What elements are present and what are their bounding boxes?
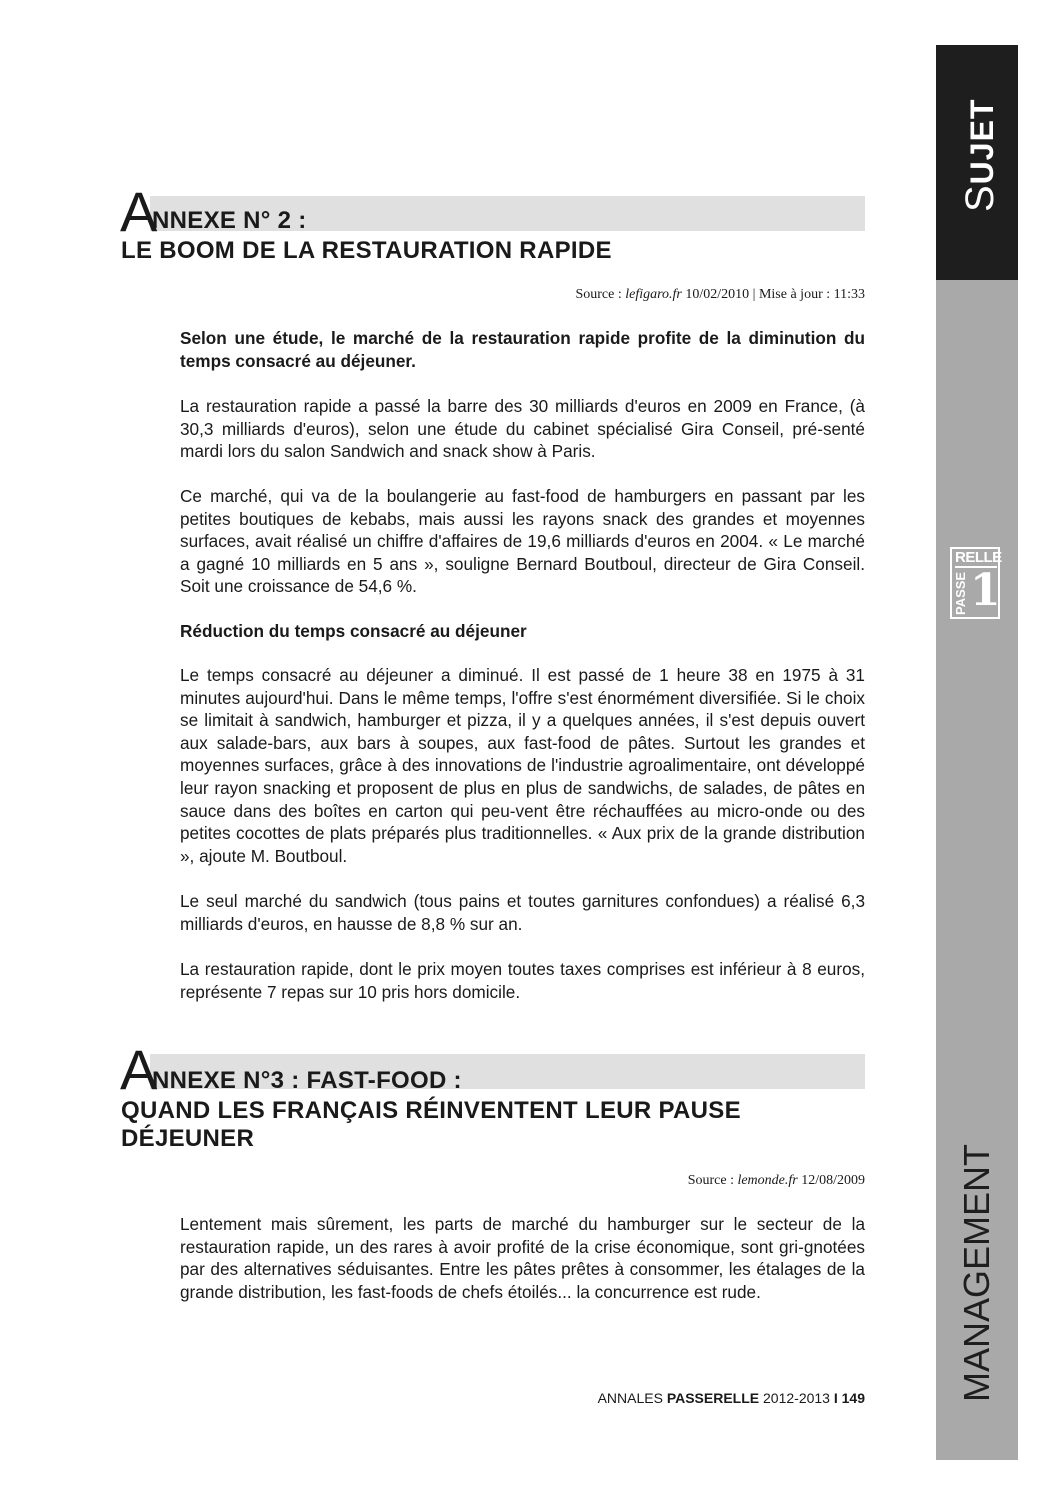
sujet-label: SUJET bbox=[958, 98, 1002, 212]
annex-3-source: Source : lemonde.fr 12/08/2009 bbox=[687, 1173, 865, 1188]
annex-3-subtitle-line: DÉJEUNER bbox=[121, 1125, 255, 1152]
annex-2-paragraph: Ce marché, qui va de la boulangerie au fast-food de hamburgers en passant par les petites boutiques de kebabs, mais aussi les rayons snack des grandes et moyennes surfaces, avait réalisé un chiffre d'affaires de 19,6 milliards d'euros en 2004. « Le marché a gagné 10 milliards en 5 ans », souligne Bernard Boutboul, directeur de Gira Conseil. Soit une croissance de 54,6 %. bbox=[180, 486, 865, 597]
annex-2-subtitle: LE BOOM DE LA RESTAURATION RAPIDE bbox=[121, 237, 612, 264]
annex-3-subtitle-line: QUAND LES FRANÇAIS RÉINVENTENT LEUR PAUSE bbox=[121, 1097, 741, 1124]
annex-2-paragraph: Le temps consacré au déjeuner a diminué. Il est passé de 1 heure 38 en 1975 à 31 minutes aujourd'hui. Dans le même temps, l'offre s'est énormément diversifiée. Si le choix se limitait à sandwich, hamburger et pizza, il y a quelques années, il s'est depuis ouvert aux salade-bars, aux bars à soupes, aux fast-food de pâtes. Surtout les grandes et moyennes surfaces, grâce à des innovations de l'industrie agroalimentaire, ont développé leur rayon snacking et proposent de plus en plus de sandwichs, de salades, de pâtes en sauce dans des boîtes en carton qui peu-vent être réchauffées au micro-onde ou des petites cocottes de plats préparés plus traditionnelles. « Aux prix de la grande distribution », ajoute M. Boutboul. bbox=[180, 665, 865, 866]
annex-3-initial: A bbox=[120, 1038, 158, 1101]
annex-2-source: Source : lefigaro.fr 10/02/2010 | Mise à jour : 11:33 bbox=[575, 287, 865, 302]
annex-3-paragraph: Lentement mais sûrement, les parts de marché du hamburger sur le secteur de la restauration rapide, un des rares à avoir profité de la crise économique, sont gri-gnotées par des alternatives séduisantes. Entre les pâtes prêtes à consommer, les étalages de la grande distribution, les fast-foods de chefs étoilés... la concurrence est rude. bbox=[180, 1214, 865, 1302]
annex-2-title: NNEXE N° 2 : bbox=[152, 207, 307, 234]
page-footer: ANNALES PASSERELLE 2012-2013 I 149 bbox=[597, 1390, 865, 1406]
annex-2-paragraph: La restauration rapide, dont le prix moyen toutes taxes comprises est inférieur à 8 euros, représente 7 repas sur 10 pris hors domicile. bbox=[180, 959, 865, 1002]
annex-3-title: NNEXE N°3 : FAST-FOOD : bbox=[152, 1067, 462, 1094]
management-label: MANAGEMENT bbox=[956, 1143, 997, 1402]
annex-2-paragraph: Le seul marché du sandwich (tous pains et toutes garnitures confondues) a réalisé 6,3 milliards d'euros, en hausse de 8,8 % sur an. bbox=[180, 891, 865, 934]
page-number: I 149 bbox=[833, 1390, 865, 1406]
passerelle-1-logo: RELLE PASSE 1 bbox=[950, 547, 1000, 619]
annex-2-paragraph: La restauration rapide a passé la barre des 30 milliards d'euros en 2009 en France, (à 30,3 milliards d'euros), selon une étude du cabinet spécialisé Gira Conseil, pré-senté mardi lors du salon Sandwich and snack show à Paris. bbox=[180, 396, 865, 462]
annex-2-intro: Selon une étude, le marché de la restauration rapide profite de la diminution du temps consacré au déjeuner. bbox=[180, 328, 865, 371]
annex-2-initial: A bbox=[120, 180, 158, 243]
side-tab bbox=[936, 45, 1018, 1460]
annex-2-subheading: Réduction du temps consacré au déjeuner bbox=[180, 621, 527, 641]
